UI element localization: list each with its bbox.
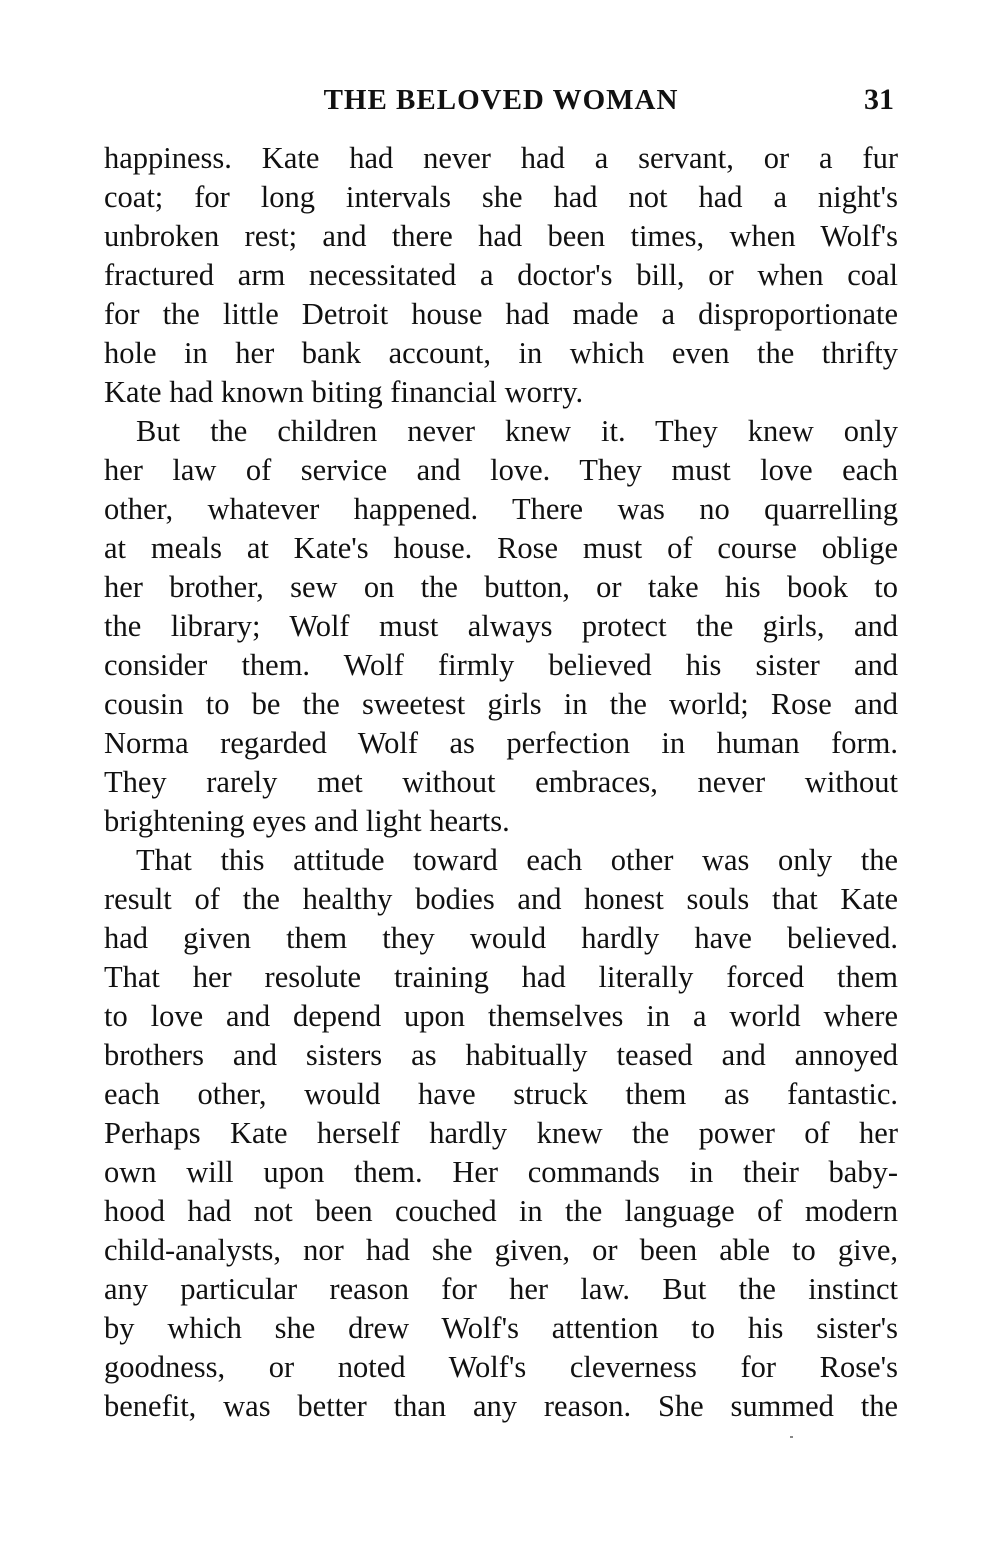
text-line: her brother, sew on the button, or take his book to: [104, 570, 898, 604]
running-title: THE BELOVED WOMAN: [323, 84, 679, 116]
page-number: 31: [864, 83, 894, 116]
text-line: own will upon them. Her commands in their baby-: [104, 1155, 898, 1189]
body-text: [104, 139, 898, 1426]
text-line: cousin to be the sweetest girls in the world; Rose and: [104, 687, 898, 721]
text-line: fractured arm necessitated a doctor's bill, or when coal: [104, 258, 898, 292]
text-line: Kate had known biting financial worry.: [104, 375, 584, 409]
text-line: coat; for long intervals she had not had a night's: [104, 180, 898, 214]
text-line: Perhaps Kate herself hardly knew the power of her: [104, 1116, 898, 1150]
text-line: had given them they would hardly have believed.: [104, 921, 898, 955]
text-line: the library; Wolf must always protect the girls, and: [104, 609, 898, 643]
text-line: to love and depend upon themselves in a world where: [104, 999, 898, 1033]
text-line: That her resolute training had literally forced them: [104, 960, 898, 994]
text-line: hood had not been couched in the language of modern: [104, 1194, 898, 1228]
page-header: [104, 80, 898, 128]
text-line: Norma regarded Wolf as perfection in human form.: [104, 726, 898, 760]
text-line: hole in her bank account, in which even the thrifty: [104, 336, 898, 370]
text-line: brothers and sisters as habitually teased and annoyed: [104, 1038, 898, 1072]
text-line: result of the healthy bodies and honest souls that Kate: [104, 882, 898, 916]
text-line: consider them. Wolf firmly believed his sister and: [104, 648, 898, 682]
text-line: child-analysts, nor had she given, or been able to give,: [104, 1233, 898, 1267]
text-line: brightening eyes and light hearts.: [104, 804, 510, 838]
text-line: goodness, or noted Wolf's cleverness for Rose's: [104, 1350, 898, 1384]
text-line: benefit, was better than any reason. She summed the: [104, 1389, 898, 1423]
text-line: unbroken rest; and there had been times, when Wolf's: [104, 219, 898, 253]
text-line: other, whatever happened. There was no quarrelling: [104, 492, 898, 526]
paragraph-first-line: That this attitude toward each other was only the: [136, 843, 898, 877]
text-line: any particular reason for her law. But the instinct: [104, 1272, 898, 1306]
text-line: by which she drew Wolf's attention to his sister's: [104, 1311, 898, 1345]
text-line: her law of service and love. They must love each: [104, 453, 898, 487]
text-line: They rarely met without embraces, never without: [104, 765, 898, 799]
text-line: at meals at Kate's house. Rose must of course oblige: [104, 531, 898, 565]
text-line: each other, would have struck them as fantastic.: [104, 1077, 898, 1111]
print-speck: [790, 1436, 793, 1438]
paragraph-first-line: But the children never knew it. They knew only: [136, 414, 898, 448]
text-line: for the little Detroit house had made a disproportionate: [104, 297, 898, 331]
text-line: happiness. Kate had never had a servant, or a fur: [104, 141, 898, 175]
